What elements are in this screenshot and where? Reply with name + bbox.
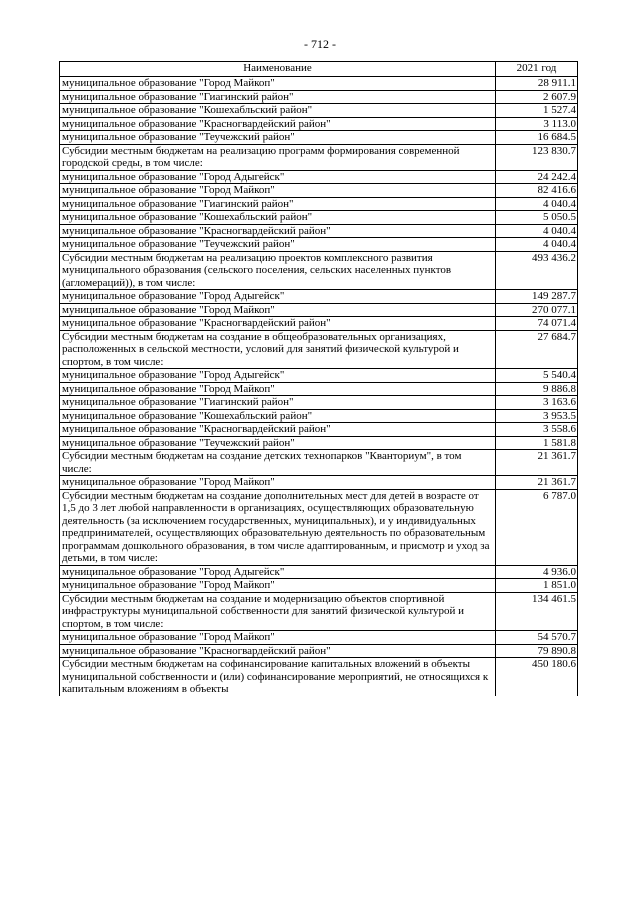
table-row — [60, 409, 578, 423]
row-value-cell: 134 461.5 — [496, 592, 578, 631]
column-header-name: Наименование — [60, 62, 496, 77]
row-name-cell: муниципальное образование "Кошехабльский район" — [60, 211, 496, 225]
table-row — [60, 170, 578, 184]
row-value-cell: 21 361.7 — [496, 476, 578, 490]
table-row — [60, 631, 578, 645]
row-name-cell: Субсидии местным бюджетам на софинансирование капитальных вложений в объекты муниципальной собственности и (или) софинансирование мероприятий, не относящихся к капитальным вложениям в объекты — [60, 658, 496, 696]
table-row — [60, 579, 578, 593]
table-header-row — [60, 62, 578, 77]
table-row — [60, 104, 578, 118]
column-header-year: 2021 год — [496, 62, 578, 77]
row-value-cell: 5 050.5 — [496, 211, 578, 225]
row-value-cell: 4 040.4 — [496, 197, 578, 211]
row-name-cell: Субсидии местным бюджетам на создание в общеобразовательных организациях, расположенных в сельской местности, условий для занятий физической культурой и спортом, в том числе: — [60, 330, 496, 369]
row-name-cell: муниципальное образование "Кошехабльский район" — [60, 104, 496, 118]
table-row — [60, 90, 578, 104]
table-row — [60, 330, 578, 369]
row-name-cell: Субсидии местным бюджетам на реализацию проектов комплексного развития муниципального образования (сельского поселения, сельских населенных пунктов (агломераций)), в том числе: — [60, 251, 496, 290]
row-name-cell: муниципальное образование "Красногвардейский район" — [60, 224, 496, 238]
row-value-cell: 79 890.8 — [496, 644, 578, 658]
table-row — [60, 382, 578, 396]
row-name-cell: муниципальное образование "Гиагинский район" — [60, 90, 496, 104]
row-name-cell: муниципальное образование "Город Адыгейск" — [60, 290, 496, 304]
table-row — [60, 211, 578, 225]
row-value-cell: 4 040.4 — [496, 224, 578, 238]
row-value-cell: 27 684.7 — [496, 330, 578, 369]
table-row — [60, 369, 578, 383]
table-row — [60, 658, 578, 696]
table-row — [60, 644, 578, 658]
row-value-cell: 149 287.7 — [496, 290, 578, 304]
row-value-cell: 3 113.0 — [496, 117, 578, 131]
row-name-cell: Субсидии местным бюджетам на создание и модернизацию объектов спортивной инфраструктуры муниципальной собственности для занятий физической культурой и спортом, в том числе: — [60, 592, 496, 631]
row-name-cell: муниципальное образование "Город Майкоп" — [60, 184, 496, 198]
table-row — [60, 396, 578, 410]
row-value-cell: 9 886.8 — [496, 382, 578, 396]
row-value-cell: 1 851.0 — [496, 579, 578, 593]
row-value-cell: 270 077.1 — [496, 303, 578, 317]
row-name-cell: муниципальное образование "Теучежский район" — [60, 238, 496, 252]
row-value-cell: 24 242.4 — [496, 170, 578, 184]
table-row — [60, 224, 578, 238]
row-name-cell: муниципальное образование "Город Майкоп" — [60, 382, 496, 396]
row-name-cell: муниципальное образование "Теучежский район" — [60, 131, 496, 145]
row-value-cell: 4 040.4 — [496, 238, 578, 252]
table-row — [60, 317, 578, 331]
row-name-cell: муниципальное образование "Город Майкоп" — [60, 77, 496, 91]
table-row — [60, 450, 578, 476]
row-name-cell: муниципальное образование "Красногвардейский район" — [60, 644, 496, 658]
row-value-cell: 2 607.9 — [496, 90, 578, 104]
row-value-cell: 1 527.4 — [496, 104, 578, 118]
table-row — [60, 117, 578, 131]
table-row — [60, 489, 578, 565]
row-value-cell: 4 936.0 — [496, 565, 578, 579]
table-row — [60, 565, 578, 579]
table-body — [60, 77, 578, 696]
row-value-cell: 74 071.4 — [496, 317, 578, 331]
table-row — [60, 436, 578, 450]
row-value-cell: 3 558.6 — [496, 423, 578, 437]
row-name-cell: муниципальное образование "Красногвардейский район" — [60, 317, 496, 331]
row-value-cell: 450 180.6 — [496, 658, 578, 696]
row-name-cell: муниципальное образование "Город Майкоп" — [60, 476, 496, 490]
row-name-cell: Субсидии местным бюджетам на создание детских технопарков "Кванториум", в том числе: — [60, 450, 496, 476]
budget-table — [59, 61, 578, 696]
table-row — [60, 184, 578, 198]
row-name-cell: муниципальное образование "Кошехабльский район" — [60, 409, 496, 423]
row-name-cell: муниципальное образование "Город Адыгейск" — [60, 369, 496, 383]
row-value-cell: 5 540.4 — [496, 369, 578, 383]
row-value-cell: 1 581.8 — [496, 436, 578, 450]
table-row — [60, 476, 578, 490]
row-value-cell: 54 570.7 — [496, 631, 578, 645]
row-name-cell: муниципальное образование "Город Майкоп" — [60, 303, 496, 317]
table-row — [60, 131, 578, 145]
table-row — [60, 197, 578, 211]
row-value-cell: 28 911.1 — [496, 77, 578, 91]
row-value-cell: 82 416.6 — [496, 184, 578, 198]
row-name-cell: муниципальное образование "Теучежский район" — [60, 436, 496, 450]
row-value-cell: 3 163.6 — [496, 396, 578, 410]
row-value-cell: 3 953.5 — [496, 409, 578, 423]
table-row — [60, 303, 578, 317]
row-value-cell: 16 684.5 — [496, 131, 578, 145]
table-row — [60, 423, 578, 437]
row-name-cell: муниципальное образование "Город Адыгейск" — [60, 170, 496, 184]
row-value-cell: 6 787.0 — [496, 489, 578, 565]
table-row — [60, 238, 578, 252]
row-value-cell: 493 436.2 — [496, 251, 578, 290]
row-value-cell: 123 830.7 — [496, 144, 578, 170]
table-row — [60, 290, 578, 304]
row-name-cell: Субсидии местным бюджетам на реализацию программ формирования современной городской среды, в том числе: — [60, 144, 496, 170]
row-name-cell: муниципальное образование "Красногвардейский район" — [60, 423, 496, 437]
page-number: - 712 - — [304, 37, 336, 51]
row-name-cell: муниципальное образование "Гиагинский район" — [60, 396, 496, 410]
row-name-cell: муниципальное образование "Город Майкоп" — [60, 579, 496, 593]
row-name-cell: муниципальное образование "Гиагинский район" — [60, 197, 496, 211]
row-value-cell: 21 361.7 — [496, 450, 578, 476]
table-row — [60, 592, 578, 631]
row-name-cell: муниципальное образование "Красногвардейский район" — [60, 117, 496, 131]
table-row — [60, 144, 578, 170]
table-row — [60, 77, 578, 91]
table-row — [60, 251, 578, 290]
row-name-cell: муниципальное образование "Город Майкоп" — [60, 631, 496, 645]
row-name-cell: муниципальное образование "Город Адыгейск" — [60, 565, 496, 579]
row-name-cell: Субсидии местным бюджетам на создание дополнительных мест для детей в возрасте от 1,5 до 3 лет любой направленности в организациях, осуществляющих образовательную деятельность (за исключением государственных, муниципальных), и у индивидуальных предпринимателей, осуществляющих образовательную деятельность по образовательным программам дошкольного образования, в том числе адаптированным, и присмотр и уход за детьми, в том числе: — [60, 489, 496, 565]
